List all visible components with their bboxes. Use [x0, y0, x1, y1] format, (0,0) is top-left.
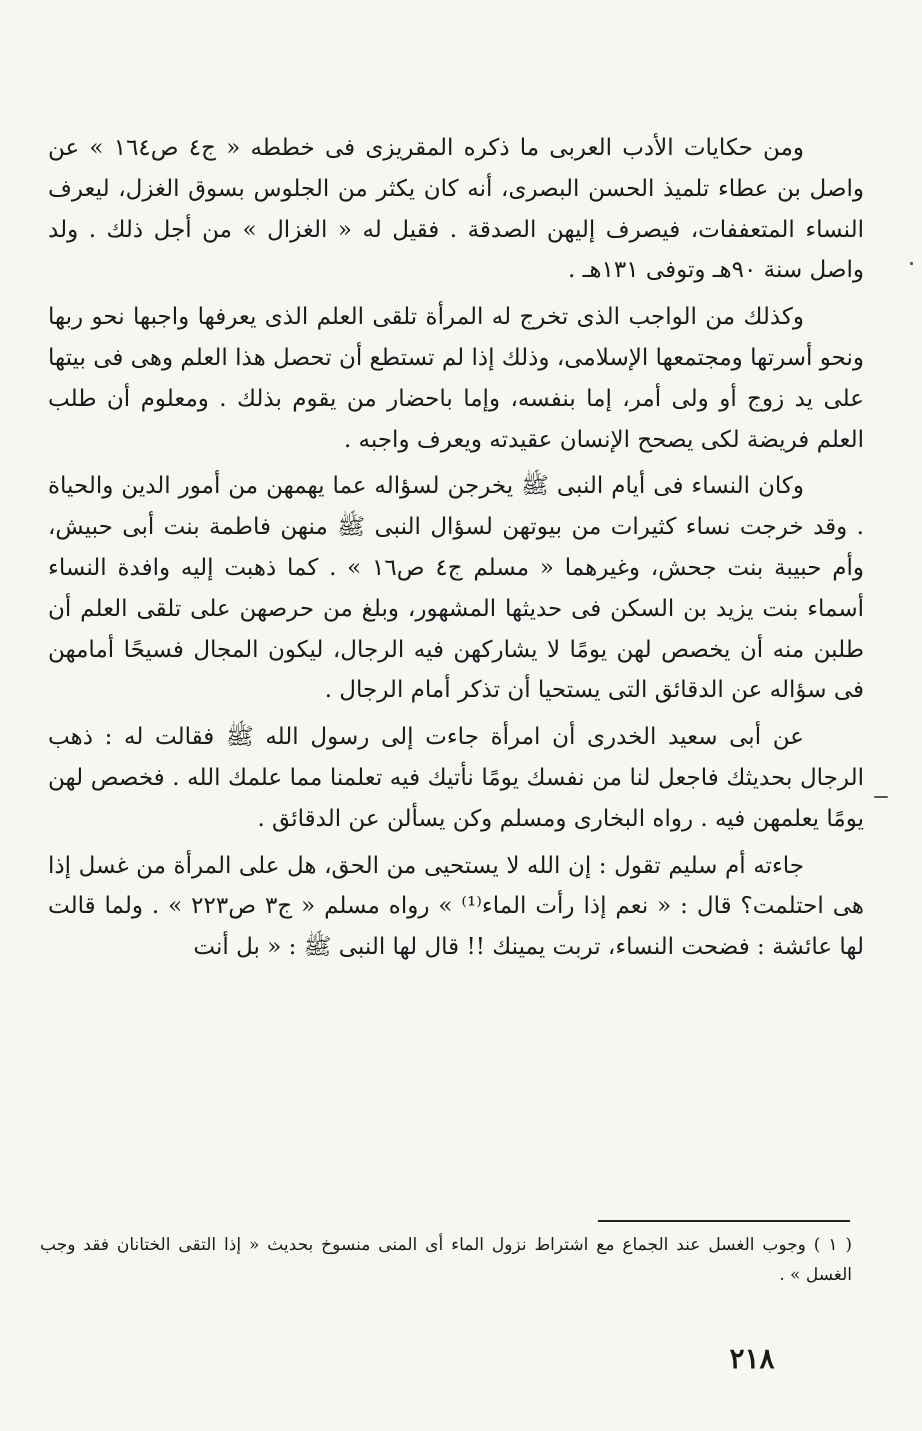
- scan-mark: [874, 796, 888, 798]
- page-body: [48, 128, 864, 974]
- scan-mark: [910, 262, 913, 265]
- paragraph-4: عن أبى سعيد الخدرى أن امرأة جاءت إلى رسول الله ﷺ فقالت له : ذهب الرجال بحديثك فاجعل لنا من نفسك يومًا نأتيك فيه تعلمنا مما علمك الله . فخصص لهن يومًا يعلمهن فيه . رواه البخارى ومسلم وكن يسألن عن الدقائق .: [48, 724, 864, 832]
- footnote-divider: [598, 1220, 850, 1222]
- paragraph-1: ومن حكايات الأدب العربى ما ذكره المقريزى فى خططه « ج٤ ص١٦٤ » عن واصل بن عطاء تلميذ الحسن البصرى، أنه كان يكثر من الجلوس بسوق الغزل، ليعرف النساء المتعففات، فيصرف إليهن الصدقة . فقيل له « الغزال » من أجل ذلك . ولد واصل سنة ٩٠هـ وتوفى ١٣١هـ .: [48, 135, 864, 284]
- paragraph-5: جاءته أم سليم تقول : إن الله لا يستحيى من الحق، هل على المرأة من غسل إذا هى احتلمت؟ قال : « نعم إذا رأت الماء⁽¹⁾ » رواه مسلم « ج٣ ص٢٢٣ » . ولما قالت لها عائشة : فضحت النساء، تربت يمينك !! قال لها النبى ﷺ : « بل أنت: [48, 852, 864, 961]
- paragraph-3: وكان النساء فى أيام النبى ﷺ يخرجن لسؤاله عما يهمهن من أمور الدين والحياة . وقد خرجت نساء كثيرات من بيوتهن لسؤال النبى ﷺ منهن فاطمة بنت أبى حبيش، وأم حبيبة بنت جحش، وغيرهما « مسلم ج٤ ص١٦ » . كما ذهبت إليه وافدة النساء أسماء بنت يزيد بن السكن فى حديثها المشهور، وبلغ من حرصهن على تلقى العلم أن طلبن منه أن يخصص لهن يومًا لا يشاركهن فيه الرجال، ليكون المجال فسيحًا أمامهن فى سؤاله عن الدقائق التى يستحيا أن تذكر أمام الرجال .: [48, 473, 864, 704]
- footnote: ( ١ ) وجوب الغسل عند الجماع مع اشتراط نزول الماء أى المنى منسوخ بحديث « إذا التقى الختانان فقد وجب الغسل » .: [40, 1235, 852, 1285]
- paragraph-2: وكذلك من الواجب الذى تخرج له المرأة تلقى العلم الذى يعرفها واجبها نحو ربها ونحو أسرتها ومجتمعها الإسلامى، وذلك إذا لم تستطع أن تحصل هذا العلم وهى فى بيتها على يد زوج أو ولى أمر، إما بنفسه، وإما باحضار من يقوم بذلك . ومعلوم أن طلب العلم فريضة لكى يصحح الإنسان عقيدته ويعرف واجبه .: [48, 304, 864, 453]
- page-number: ٢١٨: [729, 1342, 775, 1375]
